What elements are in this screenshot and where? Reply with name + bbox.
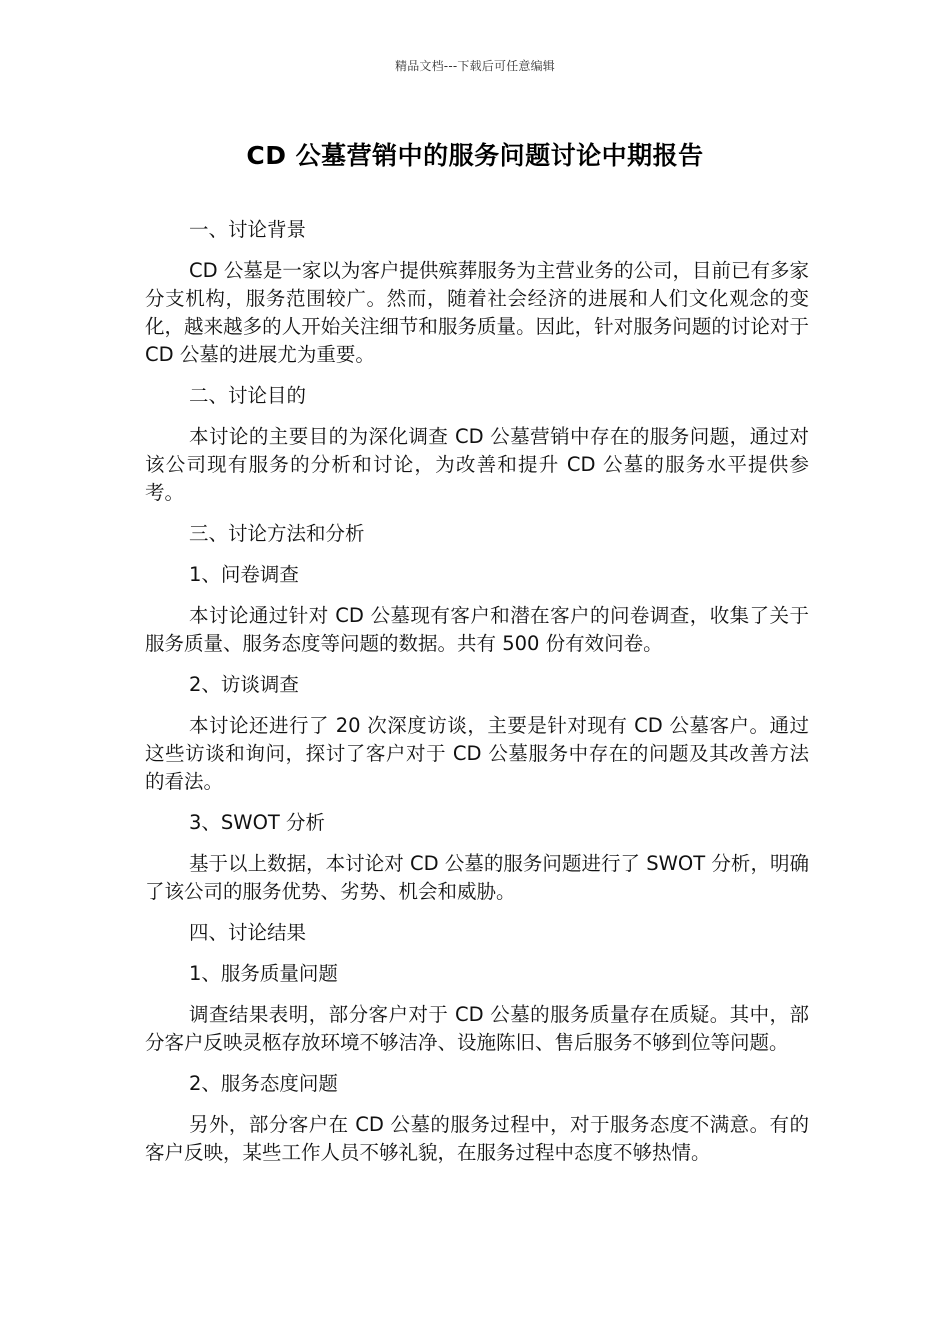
- subheading-interviews: 2、访谈调查: [189, 673, 299, 696]
- section-heading-methods: 三、讨论方法和分析: [189, 522, 365, 545]
- section-heading-results: 四、讨论结果: [189, 921, 307, 944]
- paragraph-interviews: 本讨论还进行了 20 次深度访谈，主要是针对现有 CD 公墓客户。通过这些访谈和询问，探讨了客户对于 CD 公墓服务中存在的问题及其改善方法的看法。: [145, 714, 809, 793]
- paragraph-service-attitude: 另外，部分客户在 CD 公墓的服务过程中，对于服务态度不满意。有的客户反映，某些工作人员不够礼貌，在服务过程中态度不够热情。: [145, 1113, 809, 1164]
- paragraph-questionnaire: 本讨论通过针对 CD 公墓现有客户和潜在客户的问卷调查，收集了关于服务质量、服务态度等问题的数据。共有 500 份有效问卷。: [145, 604, 809, 655]
- section-heading-purpose: 二、讨论目的: [189, 384, 307, 407]
- subheading-service-attitude: 2、服务态度问题: [189, 1072, 338, 1095]
- header-note: 精品文档---下载后可任意编辑: [395, 59, 555, 73]
- document-title: CD 公墓营销中的服务问题讨论中期报告: [246, 141, 704, 170]
- subheading-questionnaire: 1、问卷调查: [189, 563, 299, 586]
- subheading-swot: 3、SWOT 分析: [189, 811, 326, 834]
- subheading-service-quality: 1、服务质量问题: [189, 962, 338, 985]
- paragraph-swot: 基于以上数据，本讨论对 CD 公墓的服务问题进行了 SWOT 分析，明确了该公司的服务优势、劣势、机会和威胁。: [145, 852, 809, 903]
- paragraph-service-quality: 调查结果表明，部分客户对于 CD 公墓的服务质量存在质疑。其中，部分客户反映灵柩存放环境不够洁净、设施陈旧、售后服务不够到位等问题。: [145, 1003, 809, 1054]
- document-body: [145, 216, 809, 1180]
- paragraph-purpose: 本讨论的主要目的为深化调查 CD 公墓营销中存在的服务问题，通过对该公司现有服务的分析和讨论，为改善和提升 CD 公墓的服务水平提供参考。: [145, 425, 809, 504]
- paragraph-background: CD 公墓是一家以为客户提供殡葬服务为主营业务的公司，目前已有多家分支机构，服务范围较广。然而，随着社会经济的进展和人们文化观念的变化，越来越多的人开始关注细节和服务质量。因此，针对服务问题的讨论对于 CD 公墓的进展尤为重要。: [145, 259, 809, 366]
- section-heading-background: 一、讨论背景: [189, 218, 307, 241]
